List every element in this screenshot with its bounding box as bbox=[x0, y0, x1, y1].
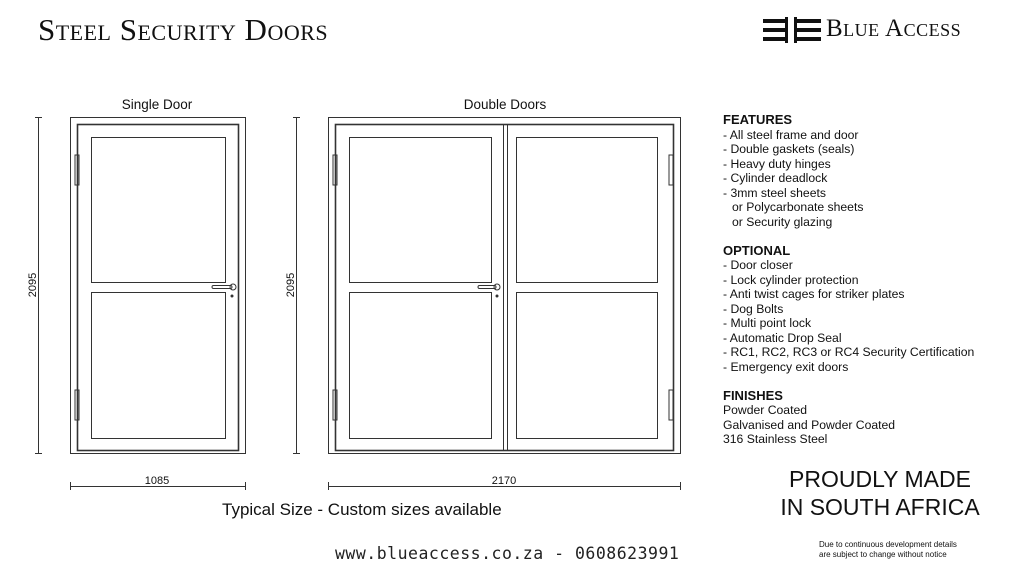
features-heading: FEATURES bbox=[723, 112, 793, 127]
single-width-label: 1085 bbox=[144, 475, 170, 487]
double-height-label: 2095 bbox=[285, 272, 297, 298]
proudly-made-banner bbox=[760, 465, 1000, 521]
list-item: - Automatic Drop Seal bbox=[723, 330, 842, 345]
brand-name: Blue Access bbox=[826, 15, 962, 42]
list-item: - Dog Bolts bbox=[723, 301, 784, 316]
list-item: - Double gaskets (seals) bbox=[723, 142, 855, 156]
spec-list bbox=[723, 113, 974, 447]
disclaimer-line-2: are subject to change without notice bbox=[819, 550, 947, 559]
list-item: - Anti twist cages for striker plates bbox=[723, 287, 905, 301]
disclaimer-line-1: Due to continuous development details bbox=[819, 540, 957, 549]
list-item: - Cylinder deadlock bbox=[723, 171, 828, 185]
handle-icon bbox=[478, 284, 500, 297]
double-door bbox=[293, 117, 681, 490]
list-item: - Door closer bbox=[723, 258, 793, 272]
optional-heading: OPTIONAL bbox=[723, 242, 791, 258]
proud-line-2: IN SOUTH AFRICA bbox=[780, 494, 980, 520]
list-item: - Heavy duty hinges bbox=[723, 156, 831, 171]
list-item: 316 Stainless Steel bbox=[723, 432, 828, 446]
list-item: - Emergency exit doors bbox=[723, 359, 849, 374]
single-height-label: 2095 bbox=[27, 272, 39, 298]
list-item: or Polycarbonate sheets bbox=[732, 200, 864, 214]
single-door bbox=[35, 117, 246, 490]
proud-line-1: PROUDLY MADE bbox=[789, 466, 971, 492]
handle-icon bbox=[212, 284, 236, 297]
list-item: - Lock cylinder protection bbox=[723, 272, 859, 287]
double-width-label: 2170 bbox=[491, 475, 517, 487]
hinge-icon bbox=[669, 155, 673, 185]
single-door-label: Single Door bbox=[121, 97, 193, 112]
list-item: Galvanised and Powder Coated bbox=[723, 417, 896, 432]
list-item: - RC1, RC2, RC3 or RC4 Security Certification bbox=[723, 345, 975, 359]
list-item: Powder Coated bbox=[723, 403, 808, 417]
page-title: Steel Security Doors bbox=[38, 12, 329, 47]
finishes-heading: FINISHES bbox=[723, 387, 783, 403]
typical-size-note: Typical Size - Custom sizes available bbox=[222, 500, 502, 519]
hinge-icon bbox=[669, 390, 673, 420]
list-item: - 3mm steel sheets bbox=[723, 185, 826, 200]
list-item: - Multi point lock bbox=[723, 316, 812, 330]
disclaimer bbox=[819, 540, 957, 560]
double-door-label: Double Doors bbox=[463, 97, 547, 112]
website-phone: www.blueaccess.co.za - 0608623991 bbox=[335, 544, 680, 563]
list-item: or Security glazing bbox=[732, 214, 833, 229]
list-item: - All steel frame and door bbox=[723, 127, 859, 142]
